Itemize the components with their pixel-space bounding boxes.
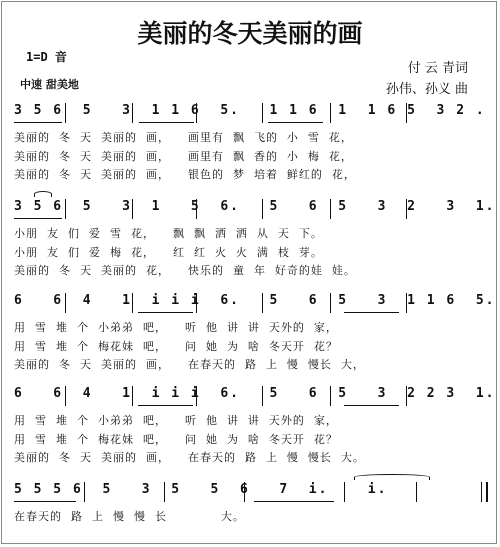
barline	[65, 103, 66, 123]
barline	[262, 103, 263, 123]
barline	[244, 482, 245, 502]
lyric-verse-2: 小朋 友 们 爱 梅 花， 红 红 火 火 满 枝 芽。	[14, 246, 323, 259]
beam-underline	[138, 405, 193, 406]
lyric-verse-1: 在春天的 路 上 慢 慢 长 大。	[14, 510, 245, 523]
lyric-verse-1: 美丽的 冬 天 美丽的 画， 画里有 飘 飞的 小 雪 花，	[14, 131, 353, 144]
lyric-verse-1: 用 雪 堆 个 小弟弟 吧， 听 他 讲 讲 天外的 家，	[14, 414, 338, 427]
lyric-verse-3: 美丽的 冬 天 美丽的 花， 快乐的 童 年 好奇的娃 娃。	[14, 264, 356, 277]
lyric-verse-3: 美丽的 冬 天 美丽的 画， 在春天的 路 上 慢 慢长 大。	[14, 451, 365, 464]
beam-underline	[344, 405, 399, 406]
barline	[196, 293, 197, 313]
barline	[196, 103, 197, 123]
barline	[132, 293, 133, 313]
notation-line: 6 6 4 1 i i i 6. 5 6 5 3 2 2 3 1.	[14, 386, 496, 401]
beam-underline	[254, 501, 334, 502]
beam-underline	[139, 122, 194, 123]
barline	[406, 103, 407, 123]
barline	[84, 482, 85, 502]
barline	[262, 199, 263, 219]
lyric-verse-2: 美丽的 冬 天 美丽的 画， 画里有 飘 香的 小 梅 花，	[14, 150, 353, 163]
beam-underline	[14, 122, 62, 123]
barline	[262, 293, 263, 313]
barline	[262, 386, 263, 406]
notation-line: 3 5 6 5 3 1 1 6 5. 1 1 6 1 1 6 5 3 2 .	[14, 103, 486, 118]
barline	[132, 103, 133, 123]
barline	[65, 386, 66, 406]
key-signature: 1=D 音	[26, 50, 67, 64]
barline	[132, 199, 133, 219]
barline	[330, 293, 331, 313]
barline	[196, 199, 197, 219]
barline	[196, 386, 197, 406]
score-system-2	[14, 199, 496, 283]
barline	[330, 103, 331, 123]
beam-underline	[138, 312, 193, 313]
lyricist-credit: 付 云 青词	[407, 61, 468, 76]
lyric-verse-1: 小朋 友 们 爱 雪 花， 飘 飘 洒 洒 从 天 下。	[14, 227, 323, 240]
lyric-verse-1: 用 雪 堆 个 小弟弟 吧， 听 他 讲 讲 天外的 家，	[14, 321, 338, 334]
beam-underline	[344, 312, 399, 313]
barline	[164, 482, 165, 502]
notation-line: 3 5 6 5 3 1 5 6. 5 6 5 3 2 3 1.	[14, 199, 496, 214]
lyric-verse-2: 用 雪 堆 个 梅花妹 吧， 问 她 为 啥 冬天开 花？	[14, 340, 338, 353]
score-system-5	[14, 482, 488, 530]
lyric-verse-2: 用 雪 堆 个 梅花妹 吧， 问 她 为 啥 冬天开 花？	[14, 433, 338, 446]
barline	[65, 293, 66, 313]
beam-underline	[14, 218, 62, 219]
final-barline	[481, 482, 488, 502]
composer-credit: 孙伟、孙义 曲	[385, 82, 468, 97]
slur	[34, 191, 52, 197]
barline	[132, 386, 133, 406]
barline	[344, 482, 345, 502]
barline	[416, 482, 417, 502]
barline	[330, 386, 331, 406]
barline	[406, 293, 407, 313]
lyric-verse-3: 美丽的 冬 天 美丽的 画， 银色的 梦 培着 鲜红的 花，	[14, 168, 356, 181]
song-title: 美丽的冬天美丽的画	[137, 19, 363, 48]
notation-line: 6 6 4 1 i i i 6. 5 6 5 3 1 1 6 5.	[14, 293, 496, 308]
score-system-1	[14, 103, 488, 187]
beam-underline	[268, 122, 323, 123]
lyric-verse-3: 美丽的 冬 天 美丽的 画， 在春天的 路 上 慢 慢长 大，	[14, 358, 365, 371]
barline	[406, 386, 407, 406]
tempo-marking: 中速 甜美地	[20, 78, 79, 91]
credits	[386, 58, 468, 100]
score-system-3	[14, 293, 496, 377]
notation-line: 5 5 5 6 5 3 5 5 6 7 i. i.	[14, 482, 388, 497]
barline	[65, 199, 66, 219]
barline	[406, 199, 407, 219]
barline	[330, 199, 331, 219]
beam-underline	[14, 501, 76, 502]
tie	[354, 474, 430, 480]
score-system-4	[14, 386, 496, 470]
